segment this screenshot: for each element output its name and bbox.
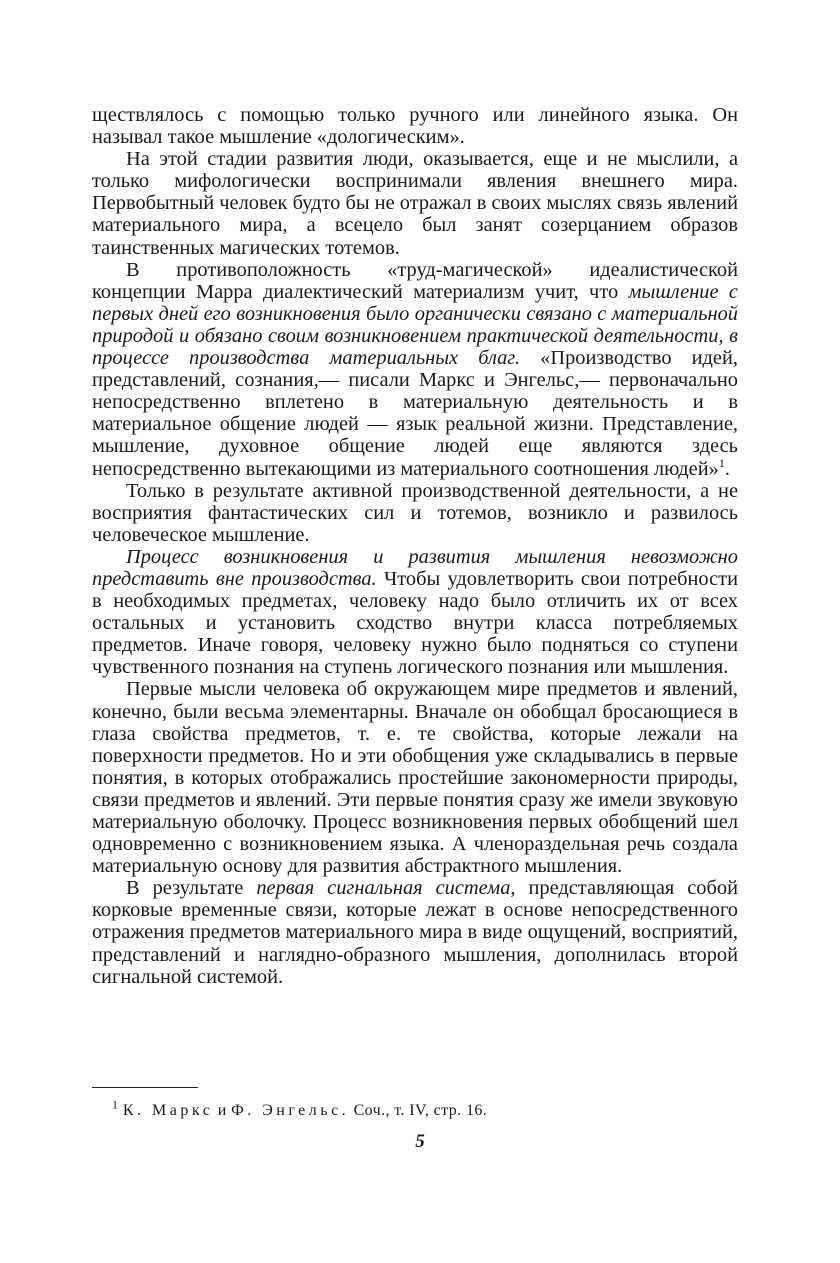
text-run: На этой стадии развития люди, оказывается, еще и не мыслили, а только мифологически воспринимали явления внешнего мира. Первобытный человек будто бы не отражал в своих мыслях связь явлений материального мира, а всецело был занят созерцанием образов таинственных магических тотемов. xyxy=(92,148,738,259)
text-run: Первые мысли человека об окружающем мире предметов и явлений, конечно, были весьма элементарны. Вначале он обобщал бросающиеся в глаза свойства предметов, т. е. те свойства, которые лежали на поверхности предметов. Но и эти обобщения уже складывались в первые понятия, в которых отображались простейшие закономерности природы, связи предметов и явлений. Эти первые понятия сразу же имели звуковую материальную оболочку. Процесс возникновения первых обобщений шел одновременно с возникновением языка. А членораздельная речь создала материальную основу для развития абстрактного мышления. xyxy=(92,678,738,878)
footnote-ref: 1 xyxy=(718,455,725,470)
italic-text: первая сигнальная система, xyxy=(256,877,516,900)
paragraph xyxy=(92,877,738,987)
text-run: В результате xyxy=(126,877,257,900)
paragraph xyxy=(92,546,738,679)
paragraph xyxy=(92,148,738,258)
text-run: представляющая собой корковые временные связи, которые лежат в основе непосредственного отражения предметов материального мира в виде ощущений, восприятий, представлений и наглядно-образного мышления, дополнилась второй сигнальной системой. xyxy=(92,877,738,988)
text-run: ществлялось с помощью только ручного или линейного языка. Он называл такое мышление «дологическим». xyxy=(92,104,738,149)
footnote-author-marx: К. Маркс xyxy=(122,1102,214,1119)
text-run: Чтобы удовлетворить свои потребности в необходимых предметах, человеку надо было отличить их от всех остальных и установить сходство внутри класса потребляемых предметов. Иначе говоря, человеку нужно было подняться со ступени чувственного познания на ступень логического познания или мышления. xyxy=(92,567,738,679)
footnote-mark: 1 xyxy=(112,1097,119,1112)
main-text xyxy=(92,104,738,988)
footnote-divider xyxy=(92,1087,198,1088)
paragraph xyxy=(92,104,738,148)
text-run: «Производство идей, представлений, сознания,— писали Маркс и Энгельс,— первоначально непосредственно вплетено в материальную деятельность и в материальное общение людей — язык реальной жизни. Представление, мышление, духовное общение людей еще являются здесь непосредственно вытекающими из материального соотношения людей» xyxy=(92,347,738,480)
italic-text: Процесс возникновения и развития мышления невозможно представить вне производства. xyxy=(92,545,738,590)
italic-text: мышление с первых дней его возникновения было органически связано с материальной природой и обязано своим возникновением практической деятельности, в процессе производства материальных благ. xyxy=(92,280,738,370)
text-run: . xyxy=(724,457,730,480)
footnote-conjunction: и xyxy=(213,1102,232,1119)
footnote-source: Соч., т. IV, стр. 16. xyxy=(349,1102,488,1119)
paragraph xyxy=(92,480,738,546)
text-run: Только в результате активной производственной деятельности, а не восприятия фантастических сил и тотемов, возникло и развилось человеческое мышление. xyxy=(92,479,738,546)
footnote xyxy=(112,1097,752,1121)
paragraph xyxy=(92,678,738,877)
paragraph xyxy=(92,259,738,480)
page-number: 5 xyxy=(415,1131,425,1152)
footnote-author-engels: Ф. Энгельс. xyxy=(231,1102,350,1119)
text-run: В противоположность «труд-магической» идеалистической концепции Марра диалектический материализм учит, что xyxy=(92,258,738,303)
